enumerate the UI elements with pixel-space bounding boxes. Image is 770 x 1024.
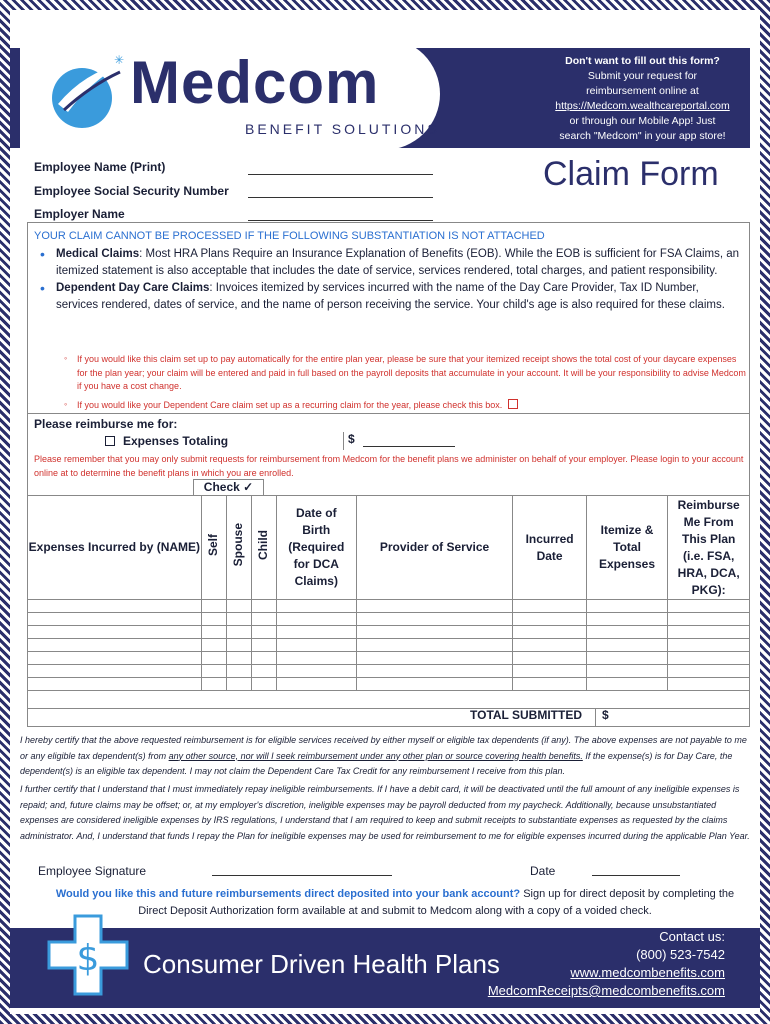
total-submitted-label: TOTAL SUBMITTED	[470, 708, 582, 722]
substantiation-list	[38, 246, 743, 314]
certification-paragraph-2: I further certify that I understand that I must immediately repay ineligible reimbursements. If I have a debit card, it will be deactivated until the full amount of any ineligible expenses is repaid; and, future claims may be offset; or, at my employer's discretion, ineligible expenses may be payroll deducted from my paycheck. Additionally, because unsubstantiated expenses are considered ineligible expenses by IRS regulations, I understand that I am required to keep and submit receipts to substantiate expenses as requested by the claims administrator. And, I understand that funds I repay the Plan for ineligible expenses may be used for reimbursement to me for eligible expenses incurred during the applicable Plan Year.	[20, 784, 750, 841]
table-cell[interactable]	[226, 665, 251, 678]
recurring-claim-note	[64, 399, 746, 413]
medical-claims-item	[38, 246, 743, 280]
table-cell[interactable]	[356, 639, 513, 652]
table-cell[interactable]	[356, 678, 513, 691]
reimburse-title: Please reimburse me for:	[34, 417, 178, 431]
table-cell[interactable]	[201, 639, 226, 652]
employee-signature-field[interactable]	[212, 864, 392, 876]
table-cell[interactable]	[277, 639, 357, 652]
expenses-amount-field[interactable]	[363, 432, 455, 447]
table-cell[interactable]	[251, 678, 276, 691]
col-child	[251, 496, 276, 600]
table-cell[interactable]	[251, 613, 276, 626]
table-cell[interactable]	[277, 613, 357, 626]
table-cell[interactable]	[251, 665, 276, 678]
table-cell[interactable]	[586, 665, 668, 678]
date-field[interactable]	[592, 864, 680, 876]
table-cell[interactable]	[277, 600, 357, 613]
table-cell[interactable]	[668, 678, 750, 691]
expenses-dollar-sign: $	[348, 432, 355, 446]
expenses-totaling-label: Expenses Totaling	[123, 434, 229, 448]
table-cell[interactable]	[513, 600, 586, 613]
table-row	[28, 613, 750, 626]
table-cell[interactable]	[28, 639, 202, 652]
table-cell[interactable]	[668, 639, 750, 652]
online-note-line-4: search "Medcom" in your app store!	[559, 130, 726, 142]
total-submitted-field[interactable]	[595, 708, 609, 727]
employee-ssn-label: Employee Social Security Number	[34, 184, 229, 198]
table-cell[interactable]	[668, 613, 750, 626]
medcom-logo-icon	[40, 52, 130, 132]
table-cell[interactable]	[251, 639, 276, 652]
table-cell[interactable]	[513, 652, 586, 665]
remember-note: Please remember that you may only submit requests for reimbursement from Medcom for the benefit plans we administer on behalf of your employer. Please login to your account online at to determine the benefit plans in which you are enrolled.	[34, 454, 744, 478]
col-reimburse-plan: Reimburse Me From This Plan (i.e. FSA, HRA, DCA, PKG):	[668, 496, 750, 600]
table-cell[interactable]	[28, 665, 202, 678]
table-cell[interactable]	[28, 626, 202, 639]
contact-website-link[interactable]: www.medcombenefits.com	[570, 965, 725, 980]
table-cell[interactable]	[226, 613, 251, 626]
svg-text:✳: ✳	[114, 53, 125, 67]
col-incurred-date: Incurred Date	[513, 496, 586, 600]
employee-name-label: Employee Name (Print)	[34, 160, 166, 174]
table-cell[interactable]	[586, 652, 668, 665]
claim-form-title: Claim Form	[543, 155, 719, 193]
certify-p1-underlined: any other source, nor will I seek reimbursement under any other plan or source covering health benefits.	[168, 750, 583, 761]
table-cell[interactable]	[277, 626, 357, 639]
table-cell[interactable]	[226, 600, 251, 613]
logo-subtitle: BENEFIT SOLUTIONS	[245, 121, 440, 137]
table-cell[interactable]	[251, 626, 276, 639]
table-cell[interactable]	[586, 678, 668, 691]
table-cell[interactable]	[251, 652, 276, 665]
table-cell[interactable]	[226, 626, 251, 639]
employee-ssn-field[interactable]	[248, 188, 433, 198]
table-cell[interactable]	[28, 652, 202, 665]
contact-label: Contact us:	[659, 929, 725, 944]
table-row	[28, 639, 750, 652]
table-cell[interactable]	[356, 626, 513, 639]
col-child-label: Child	[256, 530, 271, 560]
expenses-amount-cell	[343, 432, 455, 450]
table-cell[interactable]	[226, 652, 251, 665]
table-cell[interactable]	[668, 600, 750, 613]
online-submit-note	[540, 54, 745, 144]
table-cell[interactable]	[513, 639, 586, 652]
table-cell[interactable]	[513, 665, 586, 678]
employer-name-field[interactable]	[248, 211, 433, 221]
total-divider	[27, 708, 750, 709]
table-cell[interactable]	[251, 600, 276, 613]
daycare-claims-title: Dependent Day Care Claims	[56, 282, 210, 294]
col-expenses-name: Expenses Incurred by (NAME)	[28, 496, 202, 600]
table-cell[interactable]	[28, 600, 202, 613]
col-dob: Date of Birth (Required for DCA Claims)	[277, 496, 357, 600]
table-cell[interactable]	[201, 613, 226, 626]
col-self-label: Self	[206, 533, 221, 556]
portal-link[interactable]: https://Medcom.wealthcareportal.com	[555, 100, 730, 112]
daycare-options	[64, 353, 746, 417]
dollar-cross-icon	[45, 912, 131, 998]
daycare-claims-item	[38, 280, 743, 314]
table-cell[interactable]	[28, 613, 202, 626]
certify-p1-start: I hereby certify that the above requested reimbursement is for eligible services received by either myself or eligible tax dependents (if any). The above expenses are not payable to me or any eligible tax dependent(s) from	[20, 735, 747, 761]
col-spouse-label: Spouse	[231, 523, 246, 567]
daycare-claims-text: : Invoices itemized by services incurred with the name of the Day Care Provider, Tax ID Number, services rendered, dates of service, and the name of person receiving the service. Your child's age is also required for these claims.	[56, 282, 725, 311]
table-cell[interactable]	[201, 678, 226, 691]
col-self	[201, 496, 226, 600]
table-cell[interactable]	[586, 626, 668, 639]
logo-wordmark: Medcom	[130, 49, 380, 116]
table-cell[interactable]	[356, 613, 513, 626]
col-spouse	[226, 496, 251, 600]
table-cell[interactable]	[277, 652, 357, 665]
table-cell[interactable]	[356, 665, 513, 678]
date-label: Date	[530, 864, 556, 878]
medical-claims-title: Medical Claims	[56, 248, 140, 260]
online-note-line-3: or through our Mobile App! Just	[569, 115, 716, 127]
check-header: Check ✓	[193, 479, 264, 496]
table-cell[interactable]	[277, 678, 357, 691]
direct-deposit-note	[40, 886, 750, 920]
contact-email-link[interactable]: MedcomReceipts@medcombenefits.com	[487, 983, 725, 998]
total-dollar-sign: $	[602, 708, 609, 722]
table-cell[interactable]	[226, 678, 251, 691]
employer-name-label: Employer Name	[34, 207, 125, 221]
reimburse-divider	[27, 413, 750, 414]
expenses-table-header	[28, 496, 750, 600]
recurring-claim-text: If you would like your Dependent Care claim set up as a recurring claim for the year, please check this box.	[77, 399, 503, 410]
table-cell[interactable]	[201, 626, 226, 639]
table-cell[interactable]	[668, 626, 750, 639]
svg-text:$: $	[76, 938, 100, 979]
employee-name-field[interactable]	[248, 165, 433, 175]
employee-signature-label: Employee Signature	[38, 864, 147, 878]
contact-block	[460, 928, 725, 1000]
table-cell[interactable]	[586, 613, 668, 626]
table-row	[28, 665, 750, 678]
table-cell[interactable]	[513, 626, 586, 639]
table-cell[interactable]	[277, 665, 357, 678]
table-cell[interactable]	[586, 639, 668, 652]
table-cell[interactable]	[513, 678, 586, 691]
table-row	[28, 678, 750, 691]
table-cell[interactable]	[356, 600, 513, 613]
certification-paragraph-1	[20, 733, 750, 780]
expenses-totaling-row	[105, 434, 228, 448]
direct-deposit-question: Would you like this and future reimbursements direct deposited into your bank account?	[55, 888, 521, 900]
table-cell[interactable]	[226, 639, 251, 652]
direct-deposit-text: Sign up for direct deposit by completing the Direct Deposit Authorization form available at and submit to Medcom along with a copy of a voided check.	[138, 888, 735, 917]
expenses-table	[27, 495, 750, 691]
table-cell[interactable]	[28, 678, 202, 691]
expenses-totaling-checkbox[interactable]	[105, 436, 115, 446]
online-note-title: Don't want to fill out this form?	[565, 55, 720, 67]
footer-title: Consumer Driven Health Plans	[143, 949, 500, 979]
table-cell[interactable]	[201, 652, 226, 665]
recurring-claim-checkbox[interactable]	[508, 399, 518, 409]
expenses-table-body	[28, 600, 750, 691]
auto-pay-note: ◦ If you would like this claim set up to pay automatically for the entire plan year, please be sure that your itemized receipt shows the total cost of your daycare expenses for the plan year; your claim will be entered and paid in full based on the payroll deposits that accumulate in your account. It will be your responsibility to advise Medcom if you have a cost change.	[64, 353, 746, 394]
table-cell[interactable]	[586, 600, 668, 613]
certify-p1-end: If the expense(s) is for Day Care, the dependent(s) is an eligible tax dependent. I may not claim the Dependent Care Tax Credit for any reimbursement I receive from this plan.	[20, 750, 733, 776]
table-row	[28, 652, 750, 665]
table-cell[interactable]	[201, 600, 226, 613]
online-note-line-1: Submit your request for	[587, 70, 698, 82]
table-row	[28, 626, 750, 639]
table-cell[interactable]	[668, 652, 750, 665]
substantiation-warning: YOUR CLAIM CANNOT BE PROCESSED IF THE FOLLOWING SUBSTANTIATION IS NOT ATTACHED	[34, 230, 545, 242]
table-cell[interactable]	[201, 665, 226, 678]
medical-claims-text: : Most HRA Plans Require an Insurance Explanation of Benefits (EOB). While the EOB is sufficient for FSA Claims, an itemized statement is also acceptable that includes the date of service, services rendered, total charges, and patient responsibility.	[56, 248, 740, 277]
table-cell[interactable]	[668, 665, 750, 678]
col-provider: Provider of Service	[356, 496, 513, 600]
online-note-line-2: reimbursement online at	[586, 85, 699, 97]
table-row	[28, 600, 750, 613]
contact-phone[interactable]: (800) 523-7542	[636, 947, 725, 962]
table-cell[interactable]	[513, 613, 586, 626]
table-cell[interactable]	[356, 652, 513, 665]
col-itemize-total: Itemize & Total Expenses	[586, 496, 668, 600]
